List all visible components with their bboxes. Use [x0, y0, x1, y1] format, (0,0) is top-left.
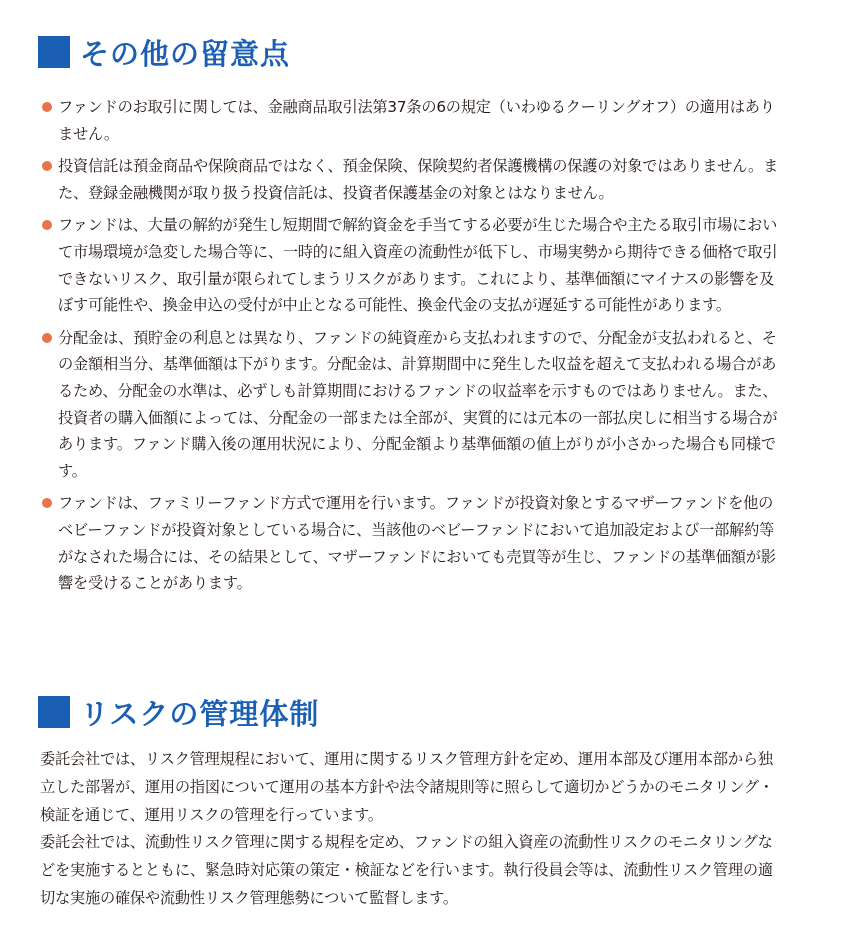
list-item	[40, 325, 785, 485]
bullet-dot-icon	[42, 333, 52, 343]
list-item-text: 投資信託は預金商品や保険商品ではなく、預金保険、保険契約者保護機構の保護の対象ではありません。また、登録金融機関が取り扱う投資信託は、投資者保護基金の対象とはなりません。	[58, 157, 779, 202]
bullet-dot-icon	[42, 220, 52, 230]
bullet-dot-icon	[42, 161, 52, 171]
list-item-text: ファンドは、大量の解約が発生し短期間で解約資金を手当てする必要が生じた場合や主たる取引市場において市場環境が急変した場合等に、一時的に組入資産の流動性が低下し、市場実勢から期待できる価格で取引できないリスク、取引量が限られてしまうリスクがあります。これにより、基準価額にマイナスの影響を及ぼす可能性や、換金申込の受付が中止となる可能性、換金代金の支払が遅延する可能性があります。	[58, 216, 778, 315]
list-item	[40, 490, 785, 596]
heading-square-marker	[38, 696, 70, 728]
bullet-dot-icon	[42, 102, 52, 112]
notes-list	[40, 94, 785, 603]
list-item-text: ファンドは、ファミリーファンド方式で運用を行います。ファンドが投資対象とするマザーファンドを他のベビーファンドが投資対象としている場合に、当該他のベビーファンドにおいて追加設定および一部解約等がなされた場合には、その結果として、マザーファンドにおいても売買等が生じ、ファンドの基準価額が影響を受けることがあります。	[58, 494, 776, 593]
heading-square-marker	[38, 36, 70, 68]
bullet-dot-icon	[42, 498, 52, 508]
list-item	[40, 94, 785, 147]
section-heading-other-notes	[38, 32, 290, 72]
list-item	[40, 212, 785, 318]
list-item	[40, 153, 785, 206]
risk-management-body	[40, 746, 785, 913]
body-paragraph: 委託会社では、リスク管理規程において、運用に関するリスク管理方針を定め、運用本部及び運用本部から独立した部署が、運用の指図について運用の基本方針や法令諸規則等に照らして適切かどうかのモニタリング・検証を通じて、運用リスクの管理を行っています。	[40, 750, 774, 824]
section-heading-risk-management	[38, 692, 319, 732]
section-title: その他の留意点	[80, 36, 291, 71]
section-title: リスクの管理体制	[80, 696, 320, 731]
list-item-text: ファンドのお取引に関しては、金融商品取引法第37条の6の規定（いわゆるクーリングオフ）の適用はありません。	[58, 98, 775, 143]
body-paragraph: 委託会社では、流動性リスク管理に関する規程を定め、ファンドの組入資産の流動性リスクのモニタリングなどを実施するとともに、緊急時対応策の策定・検証などを行います。執行役員会等は、流動性リスク管理の適切な実施の確保や流動性リスク管理態勢について監督します。	[40, 833, 773, 907]
list-item-text: 分配金は、預貯金の利息とは異なり、ファンドの純資産から支払われますので、分配金が支払われると、その金額相当分、基準価額は下がります。分配金は、計算期間中に発生した収益を超えて支払われる場合があるため、分配金の水準は、必ずしも計算期間におけるファンドの収益率を示すものではありません。また、投資者の購入価額によっては、分配金の一部または全部が、実質的には元本の一部払戻しに相当する場合があります。ファンド購入後の運用状況により、分配金額より基準価額の値上がりが小さかった場合も同様です。	[58, 328, 778, 480]
